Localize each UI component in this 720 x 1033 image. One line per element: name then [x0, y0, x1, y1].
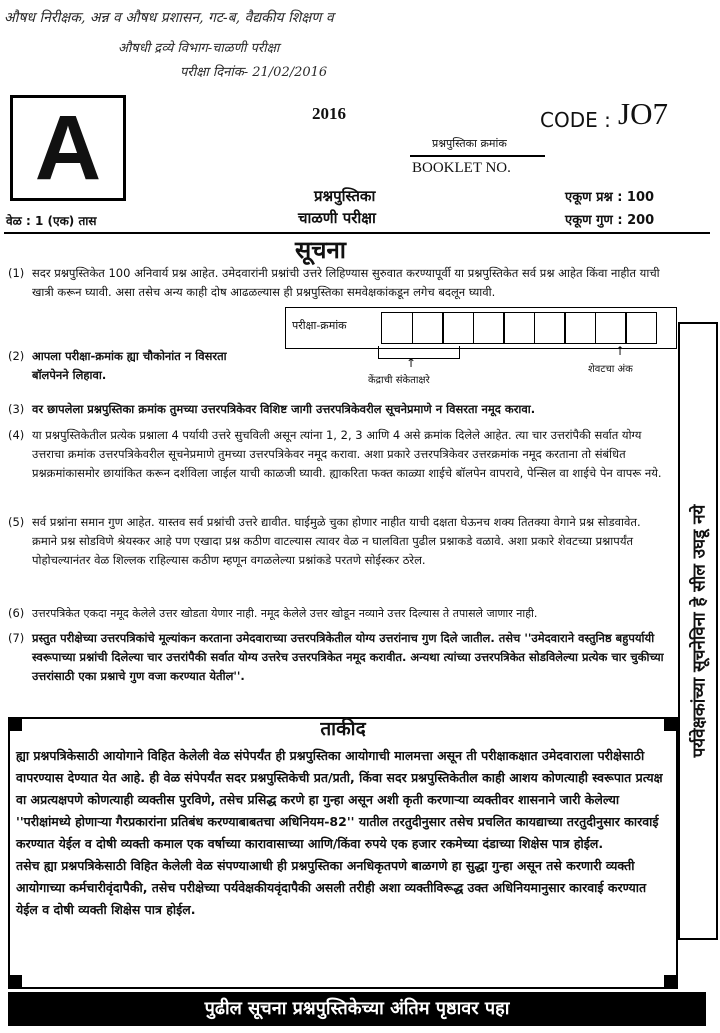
instruction-item [8, 347, 248, 385]
warning-box [8, 717, 678, 989]
instruction-number: (7) [8, 631, 25, 645]
registration-number-box [285, 307, 677, 349]
instruction-text: उत्तरपत्रिकेत एकदा नमूद केलेले उत्तर खोडता येणार नाही. नमूद केलेले उत्तर खोडून नव्याने उत्तर दिल्यास ते तपासले जाणार नाही. [32, 607, 538, 620]
instruction-item [8, 604, 668, 623]
footer-note: पुढील सूचना प्रश्नपुस्तिकेच्या अंतिम पृष्ठावर पहा [8, 992, 706, 1026]
up-arrow-icon: ↑ [406, 356, 417, 370]
header-divider [4, 232, 710, 234]
instruction-text: सर्व प्रश्नांना समान गुण आहेत. यास्तव सर्व प्रश्नांची उत्तरे द्यावीत. घाईमुळे चुका होणार नाहीत याची दक्षता घेऊनच शक्य तितक्या वेगाने प्रश्न सोडवावेत. क्रमाने प्रश्न सोडविणे श्रेयस्कर आहे पण एखादा प्रश्न कठीण वाटल्यास त्यावर वेळ न घालविता पुढील प्रश्नाकडे वळावे. अशा प्रकारे शेवटच्या प्रश्नापर्यंत पोहोचल्यानंतर वेळ शिल्लक राहिल्यास कठीण म्हणून वगळलेल्या प्रश्नांकडे परतणे सोईस्कर ठरेल. [32, 515, 641, 567]
handwritten-exam-name: औषध निरीक्षक, अन्न व औषध प्रशासन, गट-ब, वैद्यकीय शिक्षण व [4, 10, 334, 26]
warning-body [16, 745, 670, 921]
instruction-number: (1) [8, 266, 25, 280]
booklet-no-line [410, 155, 545, 157]
instruction-text: सदर प्रश्नपुस्तिकेत 100 अनिवार्य प्रश्न आहेत. उमेदवारांनी प्रश्नांची उत्तरे लिहिण्यास सुरुवात करण्यापूर्वी या प्रश्नपुस्तिकेत सर्व प्रश्न आहेत किंवा नाहीत याची खात्री करून घ्यावी. असा तसेच अन्य काही दोष आढळल्यास ही प्रश्नपुस्तिका समवेक्षकांकडून लगेच बदलून घ्यावी. [32, 266, 660, 299]
instruction-item [8, 400, 668, 419]
warning-title: ताकीद [320, 718, 366, 740]
booklet-no-label-en: BOOKLET NO. [412, 160, 511, 176]
centre-digits-label: केंद्राची संकेताक्षरे [368, 375, 430, 386]
instruction-item [8, 264, 668, 302]
set-letter-box [10, 95, 126, 201]
instruction-item [8, 629, 668, 686]
code-label: CODE : [540, 108, 611, 132]
booklet-title: प्रश्नपुस्तिका [314, 187, 376, 205]
handwritten-exam-date: परीक्षा दिनांक- 21/02/2016 [180, 65, 328, 80]
warning-paragraph: तसेच ह्या प्रश्नपत्रिकेसाठी विहित केलेली वेळ संपण्याआधी ही प्रश्नपुस्तिका अनधिकृतपणे बाळगणे हा सुद्धा गुन्हा असून तसे करणारी व्यक्ती आयोगाच्या कर्मचारीवृंदापैकी, तसेच परीक्षेच्या पर्यवेक्षकीयवृंदापैकी असली तरीही अशा व्यक्तीविरूद्ध उक्त अधिनियमानुसार कारवाई करण्यात येईल व दोषी व्यक्ती शिक्षेस पात्र होईल. [16, 858, 647, 917]
instruction-item [8, 426, 668, 483]
instruction-text: आपला परीक्षा-क्रमांक ह्या चौकोनांत न विसरता बॉलपेनने लिहावा. [32, 349, 227, 382]
warning-paragraph: ह्या प्रश्नपत्रिकेसाठी आयोगाने विहित केलेली वेळ संपेपर्यंत ही प्रश्नपुस्तिका आयोगाची मालमत्ता असून ती परीक्षाकक्षात उमेदवाराला परीक्षेसाठी वापरण्यास देण्यात येत आहे. ही वेळ संपेपर्यंत सदर प्रश्नपुस्तिकेची प्रत/प्रती, किंवा सदर प्रश्नपुस्तिकेतील काही आशय कोणत्याही स्वरूपात प्रत्यक्ष वा अप्रत्यक्षपणे कोणत्याही व्यक्तीस पुरविणे, तसेच प्रसिद्ध करणे हा गुन्हा असून अशी कृती करणाऱ्या व्यक्तीवर शासनाने जारी केलेल्या ''परीक्षांमध्ये होणाऱ्या गैरप्रकारांना प्रतिबंध करण्याबाबतचा अधिनियम-82'' यातील तरतुदीनुसार तसेच प्रचलित कायद्याच्या तरतुदीनुसार कारवाई करण्यात येईल व दोषी व्यक्ती कमाल एक वर्षाच्या कारावासाच्या आणि/किंवा रुपये एक हजार रकमेच्या दंडाच्या शिक्षेस पात्र होईल. [16, 748, 663, 851]
seal-note [678, 322, 718, 940]
exam-time: वेळ : 1 (एक) तास [6, 214, 97, 228]
handwritten-exam-type: औषधी द्रव्ये विभाग-चाळणी परीक्षा [118, 41, 280, 56]
exam-year: 2016 [312, 104, 346, 123]
centre-digits-bracket [378, 346, 460, 359]
registration-number-cells[interactable] [381, 312, 656, 344]
instruction-text: वर छापलेला प्रश्नपुस्तिका क्रमांक तुमच्या उत्तरपत्रिकेवर विशिष्ट जागी उत्तरपत्रिकेवरील सूचनेप्रमाणे न विसरता नमूद करावा. [32, 402, 536, 416]
instruction-number: (5) [8, 515, 25, 529]
instruction-number: (6) [8, 606, 25, 620]
registration-number-label: परीक्षा-क्रमांक [292, 319, 347, 332]
set-letter: A [34, 97, 102, 199]
code-value: JO7 [618, 96, 668, 131]
instruction-text: या प्रश्नपुस्तिकेतील प्रत्येक प्रश्नाला 4 पर्यायी उत्तरे सुचविली असून त्यांना 1, 2, 3 आणि 4 असे क्रमांक दिलेले आहेत. त्या चार उत्तरांपैकी सर्वात योग्य उत्तराचा क्रमांक उत्तरपत्रिकेवरील सूचनेप्रमाणे तुमच्या उत्तरपत्रिकेवर नमूद करावा. अशा प्रकारे उत्तरपत्रिकेवर उत्तरक्रमांक नमूद करताना तो संबंधित प्रश्नक्रमांकासमोर छायांकित करून दर्शविला जाईल याची काळजी घ्यावी. ह्याकरिता फक्त काळ्या शाईचे बॉलपेन वापरावे, पेन्सिल वा शाईचे पेन वापरू नये. [32, 428, 662, 480]
up-arrow-icon: ↑ [615, 344, 626, 358]
instruction-text: प्रस्तुत परीक्षेच्या उत्तरपत्रिकांचे मूल्यांकन करताना उमेदवाराच्या उत्तरपत्रिकेतील योग्य उत्तरांनाच गुण दिले जातील. तसेच ''उमेदवाराने वस्तुनिष्ठ बहुपर्यायी स्वरूपाच्या प्रश्नांची दिलेल्या चार उत्तरांपैकी सर्वात योग्य उत्तरेच उत्तरपत्रिकेत नमूद करावीत. अन्यथा त्यांच्या उत्तरपत्रिकेत सोडविलेल्या प्रत्येक चार चुकीच्या उत्तरांसाठी एका प्रश्नाचे गुण वजा करण्यात येतील''. [32, 631, 664, 683]
booklet-no-label-mr: प्रश्नपुस्तिका क्रमांक [432, 137, 507, 150]
total-marks: एकूण गुण : 200 [565, 213, 655, 228]
seal-note-text: पर्यवेक्षकांच्या सूचनेविना हे सील उघडू नये [689, 504, 710, 758]
instruction-number: (2) [8, 349, 25, 363]
exam-title: चाळणी परीक्षा [298, 209, 376, 227]
instruction-number: (3) [8, 402, 25, 416]
instruction-number: (4) [8, 428, 25, 442]
total-questions: एकूण प्रश्न : 100 [565, 190, 655, 205]
last-digit-label: शेवटचा अंक [588, 364, 633, 375]
instructions-heading: सूचना [295, 236, 346, 264]
instruction-item [8, 513, 668, 570]
